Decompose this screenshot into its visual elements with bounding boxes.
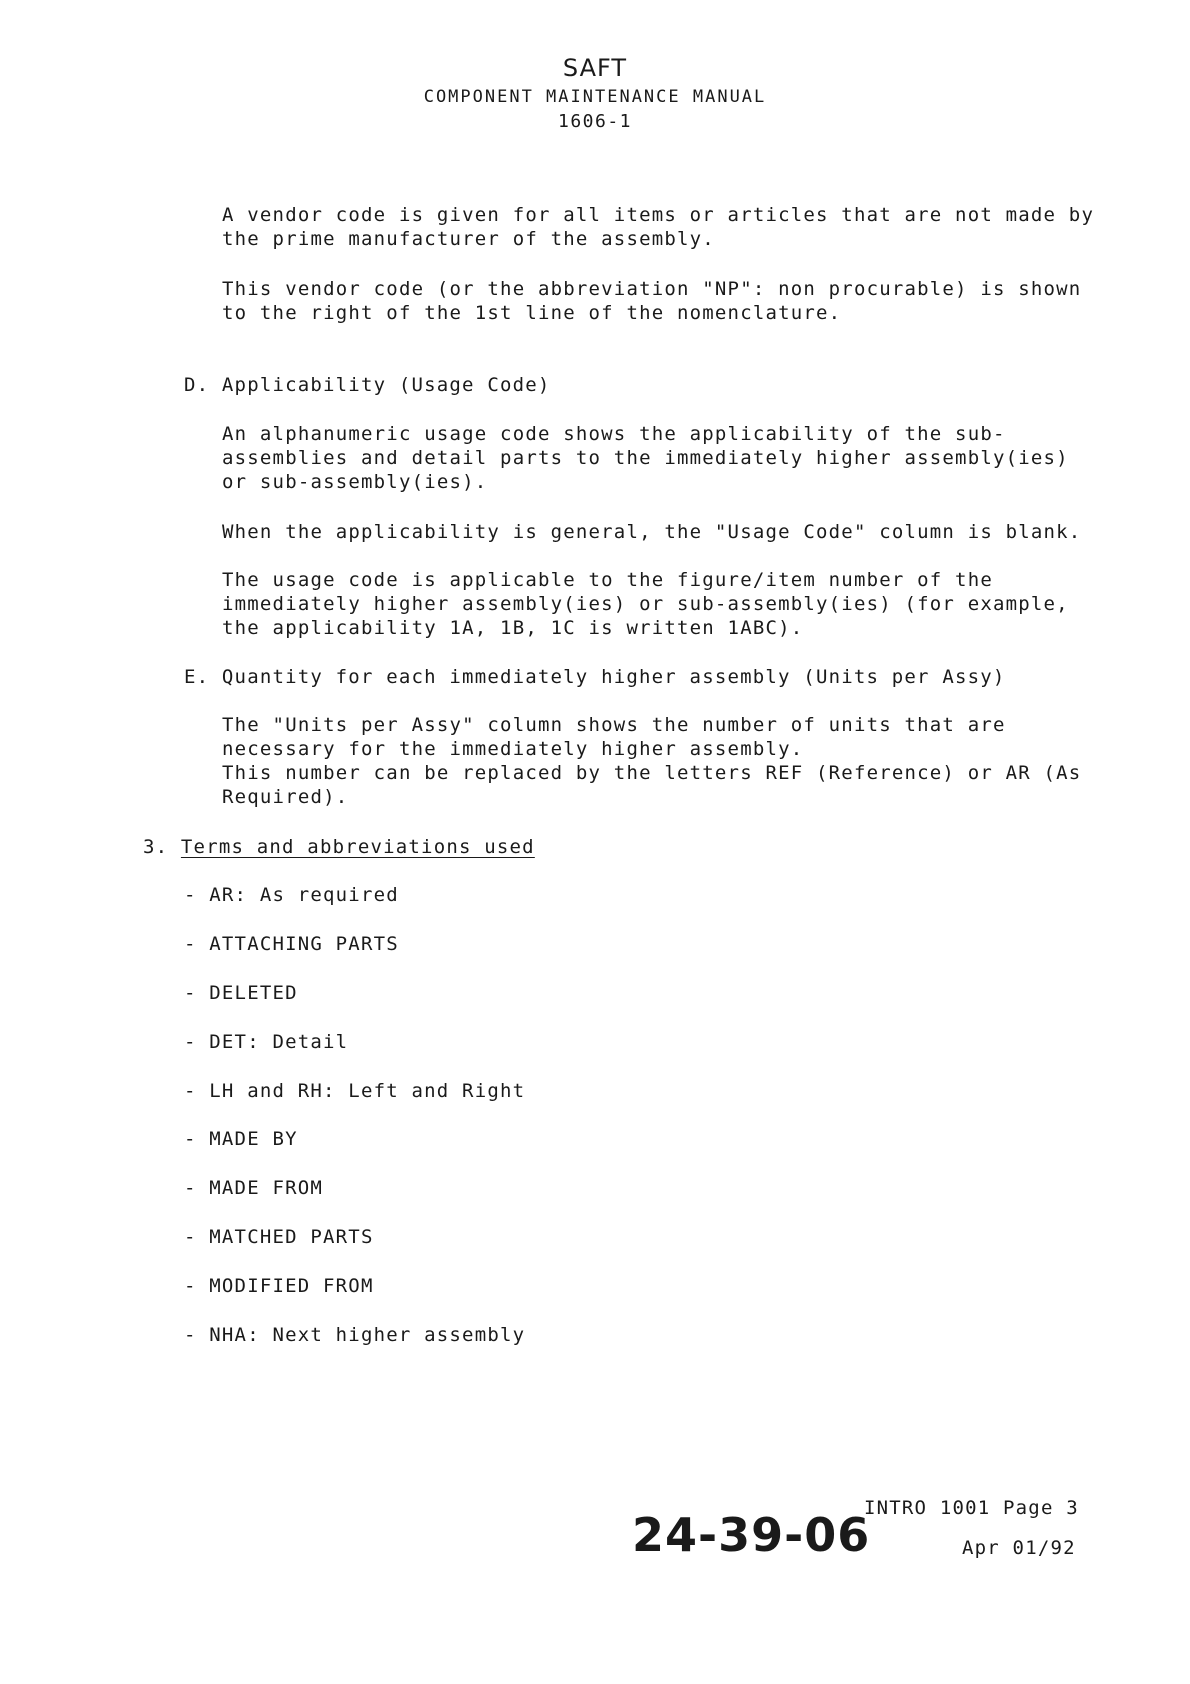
units-per-assy-paragraph [222, 713, 1102, 809]
text-line: to the right of the 1st line of the nomenclature. [222, 302, 842, 324]
text-line: the prime manufacturer of the assembly. [222, 228, 715, 250]
general-applicability-paragraph [222, 520, 1102, 544]
list-item: - MADE BY [184, 1128, 298, 1150]
text-line: or sub-assembly(ies). [222, 471, 488, 493]
manual-title: COMPONENT MAINTENANCE MANUAL [423, 87, 767, 107]
text-line: This number can be replaced by the letters REF (Reference) or AR (As [222, 762, 1082, 784]
list-item: - NHA: Next higher assembly [184, 1324, 526, 1346]
section-number: 3. [143, 836, 169, 858]
text-line: A vendor code is given for all items or articles that are not made by [222, 204, 1095, 226]
text-line: An alphanumeric usage code shows the applicability of the sub- [222, 423, 1006, 445]
text-line: necessary for the immediately higher assembly. [222, 738, 804, 760]
section-title: Terms and abbreviations used [180, 836, 535, 858]
text-line: When the applicability is general, the "Usage Code" column is blank. [222, 521, 1082, 543]
text-line: assemblies and detail parts to the immediately higher assembly(ies) [222, 447, 1069, 469]
list-item: - ATTACHING PARTS [184, 933, 399, 955]
section-e-heading: E. Quantity for each immediately higher assembly (Units per Assy) [184, 666, 1006, 688]
company-name: SAFT [562, 54, 628, 82]
list-item: - AR: As required [184, 884, 399, 906]
page-identifier: INTRO 1001 Page 3 [864, 1497, 1079, 1519]
revision-date: Apr 01/92 [962, 1537, 1076, 1559]
list-item: - MATCHED PARTS [184, 1226, 374, 1248]
text-line: Required). [222, 786, 349, 808]
text-line: This vendor code (or the abbreviation "NP": non procurable) is shown [222, 278, 1082, 300]
text-line: immediately higher assembly(ies) or sub-assembly(ies) (for example, [222, 593, 1069, 615]
list-item: - MODIFIED FROM [184, 1275, 374, 1297]
document-number: 24-39-06 [632, 1508, 871, 1562]
list-item: - MADE FROM [184, 1177, 324, 1199]
text-line: The "Units per Assy" column shows the number of units that are [222, 714, 1006, 736]
list-item: - DET: Detail [184, 1031, 349, 1053]
text-line: the applicability 1A, 1B, 1C is written 1ABC). [222, 617, 804, 639]
section-3-heading [143, 835, 535, 859]
list-item: - LH and RH: Left and Right [184, 1080, 526, 1102]
vendor-code-display-paragraph [222, 277, 1102, 325]
manual-reference: 1606-1 [557, 111, 633, 132]
list-item: - DELETED [184, 982, 298, 1004]
vendor-code-paragraph [222, 203, 1102, 251]
usage-code-paragraph [222, 422, 1102, 494]
section-d-heading: D. Applicability (Usage Code) [184, 374, 551, 396]
usage-code-example-paragraph [222, 568, 1102, 640]
text-line: The usage code is applicable to the figure/item number of the [222, 569, 993, 591]
